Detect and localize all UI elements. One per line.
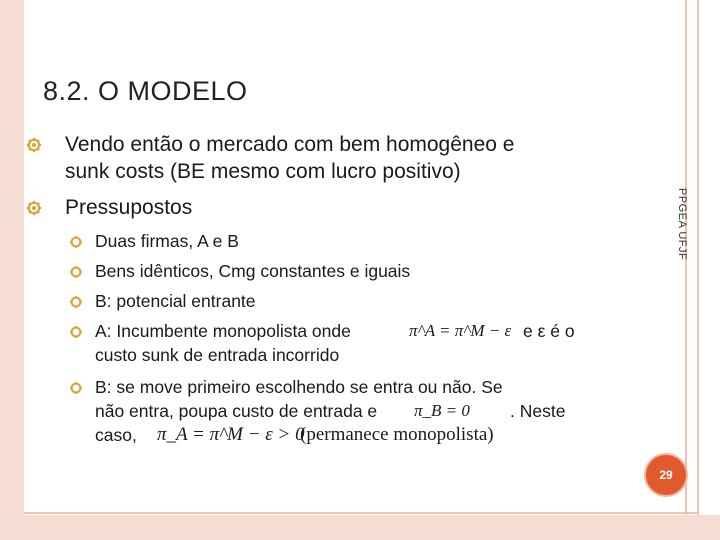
gear-bullet-icon bbox=[69, 295, 83, 309]
sub-bullet-text: B: potencial entrante bbox=[95, 291, 256, 311]
gear-bullet-icon bbox=[26, 137, 42, 153]
gear-bullet-icon bbox=[69, 235, 83, 249]
bullet-text: Pressupostos bbox=[65, 196, 193, 219]
inline-text: e ε é o bbox=[523, 321, 575, 341]
math-expression: π_B = 0 bbox=[414, 401, 470, 420]
bottom-rule bbox=[24, 512, 699, 514]
side-label: PPGEA UFJF bbox=[676, 188, 688, 261]
page-number-badge: 29 bbox=[644, 453, 688, 497]
gear-bullet-icon bbox=[69, 265, 83, 279]
right-rule-outer bbox=[697, 0, 699, 515]
sub-bullet-text: Duas firmas, A e B bbox=[95, 231, 239, 251]
bullet-continuation: sunk costs (BE mesmo com lucro positivo) bbox=[65, 160, 461, 183]
slide-title: 8.2. O MODELO bbox=[43, 76, 248, 106]
gear-bullet-icon bbox=[69, 325, 83, 339]
bullet-text: Vendo então o mercado com bem homogêneo e bbox=[65, 133, 515, 156]
math-note: (permanece monopolista) bbox=[300, 424, 494, 445]
inline-text: . Neste bbox=[510, 401, 566, 421]
math-expression: π^A = π^M − ε bbox=[409, 321, 512, 340]
bottom-border bbox=[0, 515, 720, 540]
sub-bullet-text: Bens idênticos, Cmg constantes e iguais bbox=[95, 261, 411, 281]
sub-bullet-continuation: caso, bbox=[95, 425, 137, 445]
left-border bbox=[0, 0, 24, 540]
math-expression: π_A = π^M − ε > 0 bbox=[157, 424, 305, 445]
sub-bullet-text: A: Incumbente monopolista onde bbox=[95, 321, 351, 341]
gear-bullet-icon bbox=[26, 200, 42, 216]
gear-bullet-icon bbox=[69, 381, 83, 395]
sub-bullet-continuation: não entra, poupa custo de entrada e bbox=[95, 401, 378, 421]
sub-bullet-text: B: se move primeiro escolhendo se entra ou não. Se bbox=[95, 377, 503, 397]
sub-bullet-continuation: custo sunk de entrada incorrido bbox=[95, 345, 340, 365]
